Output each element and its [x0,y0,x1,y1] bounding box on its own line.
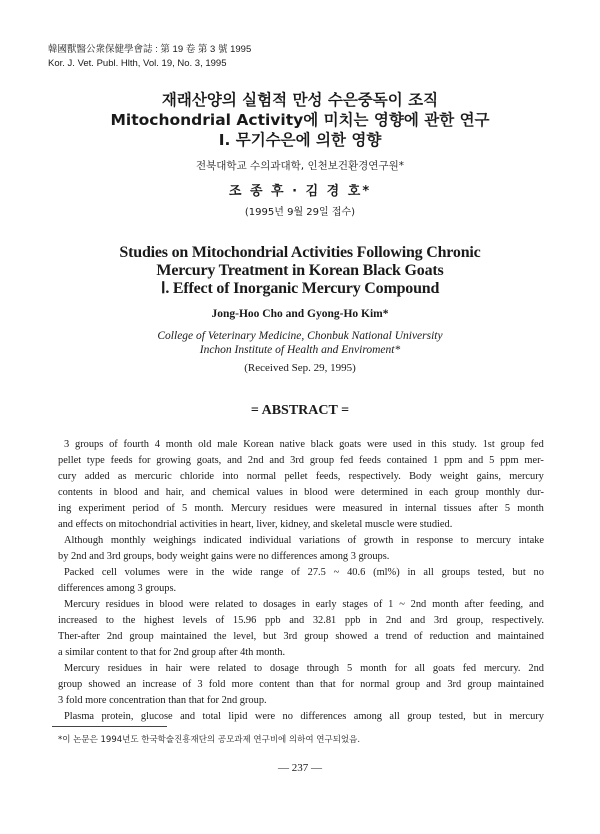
abstract-word: mercury [509,711,544,722]
abstract-word: showed [88,679,121,690]
abstract-word: 40.6 [347,567,366,578]
abstract-word: of [373,599,383,610]
abstract-line [58,565,544,581]
abstract-word: feeds [110,455,133,466]
abstract-line [58,501,544,517]
abstract-word: were [189,663,210,674]
abstract-word: levels [182,615,207,626]
abstract-word: residues [107,663,142,674]
abstract-word: in [145,599,154,610]
abstract-word: fed [530,439,544,450]
abstract-word: fed [339,455,354,466]
journal-header [48,43,251,71]
abstract-word: group [454,487,480,498]
abstract-word: ppm [443,455,463,466]
abstract-word: normal [360,679,390,690]
abstract-word: group [304,631,329,642]
abstract-word: stages [342,599,368,610]
abstract-word: maintained [497,631,544,642]
abstract-word: in [289,487,298,498]
abstract-line: 3 fold more concentration than that for 2nd group. [58,695,267,706]
abstract-word: dur- [526,487,544,498]
abstract-word: maintained [160,631,207,642]
abstract-word: in [407,567,416,578]
abstract-word: differences [300,711,347,722]
abstract-word: Mercury [230,503,267,514]
abstract-word: 5 [347,663,353,674]
abstract-word: 3 [197,679,203,690]
abstract-word: and [144,487,160,498]
abstract-word: of [182,679,192,690]
abstract-word: protein, [101,711,134,722]
korean-title-line-3: Ⅰ. 무기수은에 의한 영향 [218,131,382,149]
abstract-word: the [122,615,136,626]
abstract-word: all [389,711,400,722]
page-number: — 237 — [278,762,322,774]
abstract-line [58,613,544,629]
abstract-word: 3rd [447,679,462,690]
abstract-word: total [202,711,221,722]
abstract-word: for [138,455,151,466]
abstract-word: mer- [524,455,544,466]
footnote-divider [52,726,167,727]
abstract-word: values [256,487,283,498]
english-title-line-2: Mercury Treatment in Korean Black Goats [156,262,444,279]
abstract-word: as [117,471,127,482]
abstract-word: Plasma [64,711,95,722]
abstract-word: hair, [165,487,185,498]
abstract-word: of [166,503,175,514]
abstract-word: and [468,455,484,466]
abstract-word: in [417,439,426,450]
abstract-word: respectively. [491,615,544,626]
abstract-word: a [374,631,379,642]
abstract-word: to [249,599,258,610]
abstract-word: residues [273,503,308,514]
abstract-word: blood [159,599,184,610]
abstract-word: 2nd [385,615,402,626]
abstract-word: and [410,615,426,626]
abstract-word: and [227,455,243,466]
abstract-word: in [99,487,108,498]
abstract-word: mercury [509,471,544,482]
abstract-word: month [360,663,387,674]
abstract-word: each [429,487,449,498]
abstract-line [58,629,544,645]
abstract-word: volumes [124,567,160,578]
abstract-word: but [263,631,277,642]
abstract-word: groups [441,567,470,578]
abstract-word: goats [339,439,362,450]
abstract-word: maintained [497,679,544,690]
abstract-word: ppm [500,455,519,466]
abstract-word: range [260,567,284,578]
abstract-word: 2nd [106,631,123,642]
abstract-word: more [231,679,254,690]
abstract-word: type [86,455,105,466]
abstract-word: group [58,679,83,690]
abstract-word: of [347,535,357,546]
abstract-word: 3rd [283,631,298,642]
abstract-word: group [395,679,420,690]
english-title [0,244,600,298]
abstract-word: pellet [284,471,308,482]
abstract-word: among [353,711,382,722]
abstract-word: 2nd [247,455,264,466]
abstract-word: 3 [64,439,70,450]
abstract-word: after [478,503,498,514]
abstract-line: and effects on mitochondrial activities in heart, liver, kidney, and skeletal muscle were studied. [58,519,453,530]
abstract-word: 1 [432,455,439,466]
abstract-word: measured [342,503,383,514]
abstract-word: ~ [399,599,405,610]
abstract-word: (ml%) [373,567,400,578]
abstract-word: were [315,503,336,514]
abstract-word: native [279,439,305,450]
abstract-word: normal [246,471,277,482]
abstract-word: Packed [64,567,95,578]
abstract-word: Mercury [64,663,100,674]
abstract-word: ppb [264,615,281,626]
abstract-word: in [149,663,158,674]
abstract-word: fold [208,679,226,690]
abstract-word: group [467,679,492,690]
abstract-word: residues [105,599,140,610]
abstract-word: and [190,487,206,498]
abstract-word: black [310,439,334,450]
abstract-word: but [473,711,487,722]
abstract-word: month [517,503,544,514]
abstract-word: an [126,679,137,690]
abstract-word: cell [101,567,117,578]
abstract-word: of [291,567,300,578]
abstract-word: male [217,439,238,450]
abstract-word: for [341,679,354,690]
abstract-line: differences among 3 groups. [58,583,177,594]
abstract-word: pellet [58,455,82,466]
abstract-word: groups [75,439,104,450]
abstract-word: tested, [477,567,505,578]
abstract-word: blood [113,487,138,498]
abstract-word: in [400,535,410,546]
abstract-word: the [213,631,227,642]
abstract-word: blood [304,487,328,498]
abstract-word: growth [363,535,394,546]
abstract-word: Korean [243,439,274,450]
abstract-word: were [366,439,388,450]
english-title-line-3: Ⅰ. Effect of Inorganic Mercury Compound [160,280,440,297]
abstract-word: showed [335,631,368,642]
abstract-word: internal [404,503,437,514]
abstract-word: Body [409,471,432,482]
abstract-word: tested, [438,711,466,722]
abstract-word: 1 [388,599,394,610]
english-affiliation [0,329,600,357]
abstract-word: intake [518,535,544,546]
abstract-word: weight [439,471,469,482]
abstract-word: study. [452,439,477,450]
korean-affiliation: 전북대학교 수의과대학, 인천보건환경연구원* [196,160,404,172]
abstract-word: highest [144,615,175,626]
abstract-word: goats [432,663,455,674]
abstract-line [58,453,544,469]
abstract-word: content [259,679,290,690]
abstract-word: mercuric [134,471,172,482]
abstract-word: trend [385,631,408,642]
abstract-word: contained [386,455,428,466]
abstract-word: 4 [154,439,160,450]
abstract-word: of [215,615,225,626]
abstract-word: 2nd [410,599,427,610]
abstract-word: and [475,631,491,642]
abstract-word: in [389,503,398,514]
english-affiliation-line-1: College of Veterinary Medicine, Chonbuk National University [157,330,443,342]
abstract-line: a similar content to that for 2nd group after 4th month. [58,647,286,658]
abstract-word: dosages [263,599,296,610]
abstract-word: all [414,663,425,674]
abstract-word: of [109,439,118,450]
abstract-word: goats, [196,455,222,466]
abstract-word: chloride [179,471,215,482]
abstract-word: month [165,439,193,450]
abstract-word: group [129,631,154,642]
abstract-word: were [167,567,188,578]
abstract-heading: = ABSTRACT = [250,403,350,418]
abstract-word: and [289,615,305,626]
abstract-word: response [416,535,454,546]
abstract-word: group [500,439,525,450]
abstract-word: indicated [203,535,242,546]
abstract-word: tissues [443,503,472,514]
abstract-word: reduction [429,631,469,642]
abstract-word: but [512,567,526,578]
abstract-word: were [254,711,276,722]
abstract-word: related [215,599,244,610]
abstract-word: lipid [228,711,248,722]
abstract-word: early [315,599,337,610]
abstract-word: individual [249,535,292,546]
abstract-word: 5 [489,455,495,466]
abstract-word: in [369,615,378,626]
abstract-word: 1st [482,439,495,450]
abstract-word: were [334,487,355,498]
korean-title-line-2: Mitochondrial Activity에 미치는 영향에 관한 연구 [110,111,490,129]
abstract-word: all [423,567,434,578]
journal-header-korean: 韓國獸醫公衆保健學會誌 : 第 19 卷 第 3 號 1995 [48,44,252,55]
abstract-word: related [217,663,247,674]
abstract-word: in [414,487,423,498]
abstract-word: feeds, [315,471,341,482]
abstract-word: to [105,615,114,626]
abstract-word: increase [142,679,177,690]
abstract-word: than [295,679,314,690]
abstract-word: added [84,471,110,482]
abstract-line [58,533,544,549]
abstract-word: that [320,679,336,690]
abstract-word: growing [156,455,191,466]
abstract-word: ing [58,503,72,514]
abstract-word: and [269,455,285,466]
abstract-word: weighings [153,535,196,546]
abstract-word: 27.5 [307,567,326,578]
abstract-word: cury [58,471,77,482]
abstract-word: no [282,711,293,722]
abstract-word: after [464,599,484,610]
abstract-line [58,597,544,613]
abstract-word: fed [462,663,477,674]
abstract-word: mercury [476,535,511,546]
english-title-line-1: Studies on Mitochondrial Activities Following Chronic [119,244,481,261]
abstract-word: group [309,455,335,466]
abstract-word: 2nd [528,663,544,674]
abstract-word: for [394,663,407,674]
english-authors: Jong-Hoo Cho and Gyong-Ho Kim* [211,308,389,320]
abstract-word: Ther-after [58,631,100,642]
abstract-word: monthly [485,487,521,498]
abstract-word: level, [233,631,257,642]
abstract-word: contents [58,487,93,498]
abstract-word: group, [456,615,484,626]
abstract-word: ~ [333,567,340,578]
abstract-word: hair [165,663,182,674]
abstract-word: 3rd [433,615,448,626]
abstract-word: month. [194,503,224,514]
abstract-word: this [431,439,447,450]
abstract-body [58,437,544,725]
abstract-word: experiment [78,503,126,514]
abstract-line [58,469,544,485]
abstract-word: to [460,535,469,546]
korean-title-line-1: 재래산양의 실험적 만성 수은중독이 조직 [161,91,439,109]
abstract-word: chemical [212,487,250,498]
abstract-word: of [413,631,423,642]
korean-received-date: (1995년 9월 29일 접수) [244,207,356,218]
korean-authors: 조 종 후 · 김 경 호* [228,184,372,199]
abstract-word: gains, [476,471,501,482]
abstract-word: dosage [270,663,299,674]
footnote: *이 논문은 1994년도 한국학술진흥재단의 공모과제 연구비에 의하여 연구되었음. [58,735,361,745]
abstract-word: to [254,663,263,674]
abstract-line [58,661,544,677]
abstract-word: 15.96 [232,615,257,626]
abstract-word: used [392,439,412,450]
abstract-word: monthly [110,535,146,546]
abstract-word: feeding, [489,599,524,610]
abstract-word: respectively. [348,471,401,482]
abstract-word: Mercury [64,599,100,610]
abstract-word: the [211,567,225,578]
abstract-word: no [533,567,544,578]
abstract-line: by 2nd and 3rd groups, body weight gains were no differences among 3 groups. [58,551,390,562]
english-received-date: (Received Sep. 29, 1995) [244,362,356,374]
abstract-word: variations [298,535,340,546]
abstract-word: 5 [504,503,511,514]
abstract-line [58,677,544,693]
abstract-word: 5 [182,503,188,514]
abstract-word: month [432,599,459,610]
abstract-word: into [222,471,239,482]
abstract-word: in [301,599,310,610]
journal-header-english: Kor. J. Vet. Publ. Hlth, Vol. 19, No. 3, 1995 [48,58,227,69]
abstract-word: old [198,439,212,450]
abstract-word: ppb [344,615,361,626]
abstract-word: fourth [123,439,149,450]
korean-title [0,90,600,150]
abstract-word: and [528,599,544,610]
abstract-word: in [195,567,204,578]
abstract-word: 3rd [290,455,305,466]
abstract-word: mercury. [483,663,521,674]
abstract-word: glucose [140,711,173,722]
abstract-line [58,437,544,453]
abstract-word: 32.81 [312,615,337,626]
abstract-word: were [188,599,210,610]
abstract-word: and [180,711,196,722]
abstract-word: Although [64,535,104,546]
abstract-word: increased [58,615,98,626]
english-affiliation-line-2: Inchon Institute of Health and Enviroment* [199,344,401,356]
abstract-line [58,485,544,501]
abstract-word: group [407,711,432,722]
abstract-line [58,709,544,725]
abstract-word: and [426,679,442,690]
abstract-word: feeds [358,455,381,466]
abstract-word: through [306,663,340,674]
abstract-word: wide [232,567,253,578]
abstract-word: in [493,711,502,722]
abstract-word: period [132,503,159,514]
abstract-word: determined [361,487,408,498]
